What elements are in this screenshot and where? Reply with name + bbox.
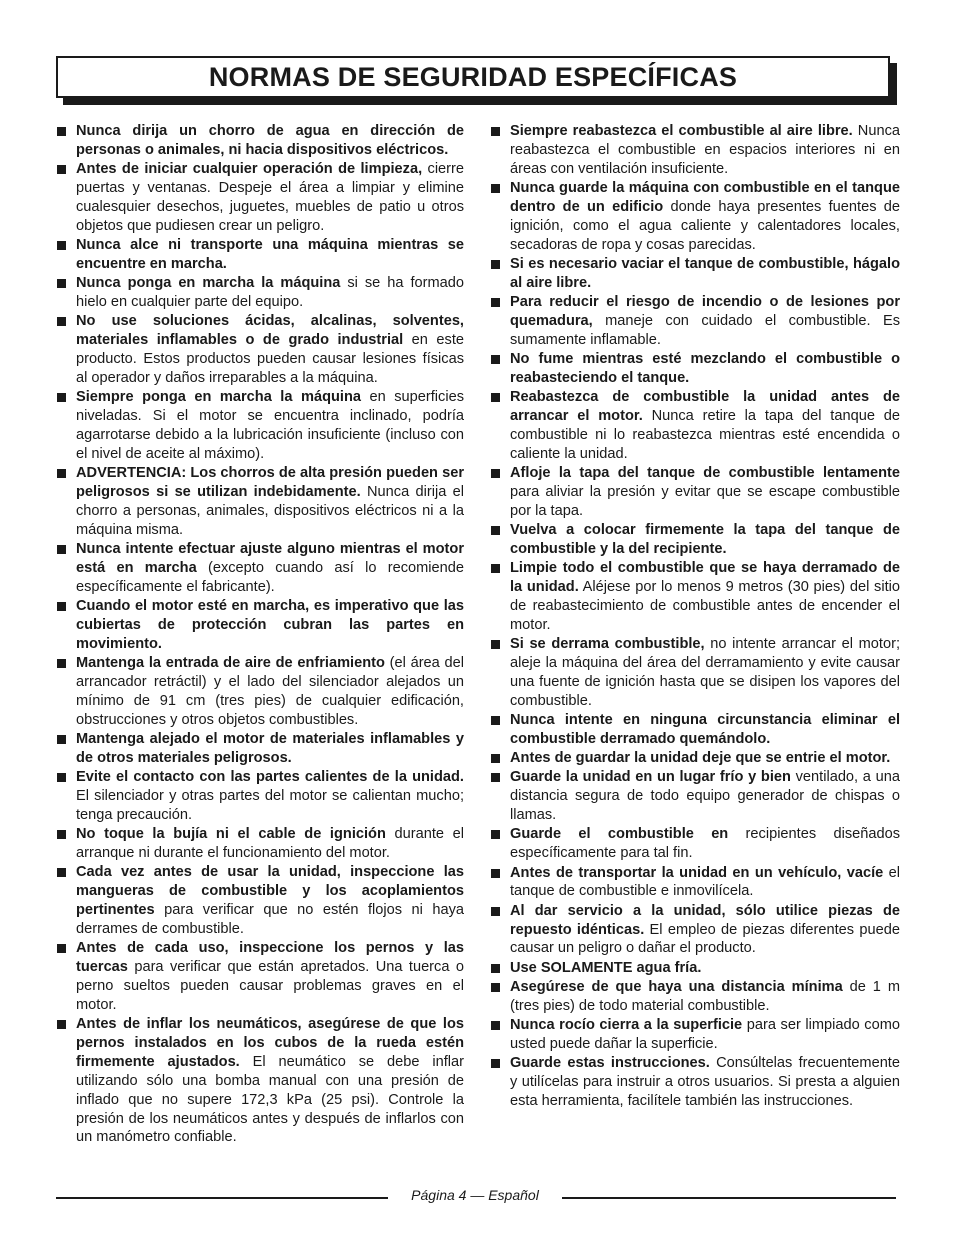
item-bold-text: Si se derrama combustible, bbox=[510, 636, 705, 653]
item-bold-text: Limpie todo el combustible que se haya derramado de la unidad. bbox=[510, 560, 900, 596]
item-text: en superficies niveladas. Si el motor se encuentra inclinado, podría agarrotarse debido a la lubricación insuficiente (incluso con el nivel de aceite al máximo). bbox=[76, 389, 464, 462]
item-bold-text: Antes de inflar los neumáticos, asegúrese de que los pernos instalados en los cubos de la rueda estén firmemente ajustados. bbox=[76, 1016, 464, 1070]
list-item bbox=[490, 388, 900, 464]
item-bold-text: Para reducir el riesgo de incendio o de lesiones por quemadura, bbox=[510, 294, 900, 329]
item-bold-text: Antes de iniciar cualquier operación de limpieza, bbox=[76, 161, 423, 178]
item-text: para aliviar la presión y evitar que se escape combustible por la tapa. bbox=[510, 484, 900, 519]
list-item bbox=[490, 749, 900, 768]
list-item bbox=[490, 350, 900, 388]
footer-rule-right bbox=[562, 1197, 896, 1199]
item-bold-text: Antes de guardar la unidad deje que se entrie el motor. bbox=[510, 750, 891, 767]
list-item bbox=[490, 768, 900, 825]
list-item bbox=[490, 825, 900, 863]
item-bold-text: Antes de transportar la unidad en un vehículo, vacíe bbox=[510, 864, 884, 881]
item-bold-text: Guarde estas instrucciones. bbox=[510, 1055, 710, 1072]
item-text: durante el arranque ni durante el funcionamiento del motor. bbox=[76, 826, 464, 861]
item-bold-text: Evite el contacto con las partes calientes de la unidad. bbox=[76, 769, 464, 786]
item-bold-text: Use SOLAMENTE agua fría. bbox=[510, 959, 702, 976]
item-bold-text: Siempre reabastezca el combustible al aire libre. bbox=[510, 123, 853, 139]
list-item bbox=[490, 978, 900, 1016]
item-bold-text: Asegúrese de que haya una distancia mínima bbox=[510, 978, 843, 995]
list-item bbox=[56, 597, 464, 654]
list-item bbox=[56, 654, 464, 730]
list-item bbox=[56, 122, 464, 160]
item-text: El empleo de piezas diferentes puede causar un peligro o dañar el producto. bbox=[510, 921, 900, 957]
item-text: cierre puertas y ventanas. Despeje el área a limpiar y elimine cualesquier desechos, juguetes, muebles de patio u otros objetos que pudiesen crear un peligro. bbox=[76, 161, 465, 234]
list-item bbox=[490, 1016, 900, 1054]
list-item bbox=[56, 825, 464, 863]
list-item bbox=[490, 521, 900, 559]
list-item bbox=[56, 1015, 464, 1147]
list-item bbox=[56, 768, 464, 825]
right-column bbox=[490, 122, 900, 1111]
list-item bbox=[490, 959, 900, 978]
footer-rule-left bbox=[56, 1197, 388, 1199]
list-item bbox=[56, 236, 464, 274]
item-bold-text: Afloje la tapa del tanque de combustible lentamente bbox=[510, 465, 900, 482]
page-footer: Página 4 — Español bbox=[411, 1187, 539, 1203]
list-item bbox=[56, 730, 464, 768]
item-bold-text: Nunca intente en ninguna circunstancia eliminar el combustible derramado quemándolo. bbox=[510, 712, 900, 747]
item-bold-text: Nunca intente efectuar ajuste alguno mientras el motor está en marcha bbox=[76, 541, 464, 576]
item-bold-text: Siempre ponga en marcha la máquina bbox=[76, 389, 361, 406]
item-bold-text: ADVERTENCIA: Los chorros de alta presión pueden ser peligrosos si se utilizan indebidamente. bbox=[76, 465, 464, 500]
item-text: en este producto. Estos productos pueden causar lesiones físicas al operador y daños irreparables a la máquina. bbox=[76, 332, 464, 386]
item-text: Consúltelas frecuentemente y utilícelas para instruir a otros usuarios. Si presta a alguien esta herramienta, facilítele también las instrucciones. bbox=[510, 1055, 900, 1109]
item-bold-text: Al dar servicio a la unidad, sólo utilice piezas de repuesto idénticas. bbox=[510, 902, 900, 938]
title-banner bbox=[56, 56, 890, 98]
list-item bbox=[490, 559, 900, 635]
item-bold-text: Mantenga la entrada de aire de enfriamiento bbox=[76, 655, 385, 672]
item-text: El neumático se debe inflar utilizando sólo una bomba manual con una presión de inflado que no supere 172,3 kPa (25 psi). Controle la presión de los neumáticos antes y después de inflarlos con un manómetro confiable. bbox=[76, 1053, 465, 1146]
list-item bbox=[56, 939, 464, 1015]
list-item bbox=[490, 464, 900, 521]
item-text: Aléjese por lo menos 9 metros (30 pies) del sitio de reabastecimiento de combustible antes de encender el motor. bbox=[510, 579, 900, 633]
item-bold-text: No toque la bujía ni el cable de ignición bbox=[76, 826, 386, 843]
item-text: (el área del arrancador retráctil) y el lado del silenciador alejados un mínimo de 91 cm (tres pies) de cualquier edificación, obstrucciones y otros objetos combustibles. bbox=[76, 655, 464, 728]
item-bold-text: No fume mientras esté mezclando el combustible o reabasteciendo el tanque. bbox=[510, 351, 900, 386]
item-text: donde haya presentes fuentes de ignición, como el agua caliente y calentadores locales, secadoras de ropa y cosas parecidas. bbox=[510, 198, 900, 253]
item-text: recipientes diseñados específicamente para tal fin. bbox=[510, 826, 900, 862]
item-text: de 1 m (tres pies) de todo material combustible. bbox=[510, 978, 900, 1014]
list-item bbox=[490, 711, 900, 749]
item-text: ventilado, a una distancia segura de todo equipo generador de chispas o llamas. bbox=[510, 769, 900, 824]
item-bold-text: Cada vez antes de usar la unidad, inspeccione las mangueras de combustible y los acoplamientos pertinentes bbox=[76, 864, 464, 919]
list-item bbox=[490, 255, 900, 293]
item-text: Nunca retire la tapa del tanque de combustible ni lo reabastezca mientras esté encendida o caliente la unidad. bbox=[510, 408, 900, 462]
item-bold-text: Cuando el motor esté en marcha, es imperativo que las cubiertas de protección cubran las partes en movimiento. bbox=[76, 598, 464, 652]
item-text: El silenciador y otras partes del motor se calientan mucho; tenga precaución. bbox=[76, 787, 464, 823]
item-text: el tanque de combustible e inmovilícela. bbox=[510, 864, 901, 900]
list-item bbox=[56, 540, 464, 597]
item-bold-text: Mantenga alejado el motor de materiales inflamables y de otros materiales peligrosos. bbox=[76, 730, 464, 766]
item-text: no intente arrancar el motor; aleje la máquina del área del derramamiento y evite causar una fuente de ignición hasta que se disipen los vapores del combustible. bbox=[510, 636, 900, 709]
item-bold-text: Antes de cada uso, inspeccione los pernos y las tuercas bbox=[76, 940, 464, 976]
item-bold-text: Nunca guarde la máquina con combustible en el tanque dentro de un edificio bbox=[510, 180, 900, 215]
item-bold-text: Si es necesario vaciar el tanque de combustible, hágalo al aire libre. bbox=[510, 255, 900, 291]
list-item bbox=[490, 1054, 900, 1111]
item-bold-text: Nunca rocío cierra a la superficie bbox=[510, 1016, 743, 1033]
item-bold-text: Guarde el combustible en bbox=[510, 826, 729, 843]
item-bold-text: Nunca alce ni transporte una máquina mientras se encuentre en marcha. bbox=[76, 237, 464, 272]
list-item bbox=[490, 122, 900, 179]
item-text: Nunca reabastezca el combustible en espacios interiores ni en áreas con ventilación insuficiente. bbox=[510, 123, 900, 177]
list-item bbox=[56, 863, 464, 939]
item-text: (excepto cuando así lo recomiende específicamente el fabricante). bbox=[76, 559, 464, 595]
item-bold-text: Reabastezca de combustible la unidad antes de arrancar el motor. bbox=[510, 389, 900, 425]
list-item bbox=[490, 179, 900, 255]
list-item bbox=[56, 388, 464, 464]
item-bold-text: Guarde la unidad en un lugar frío y bien bbox=[510, 769, 791, 786]
item-text: para verificar que no estén flojos ni haya derrames de combustible. bbox=[76, 902, 464, 937]
list-item bbox=[56, 160, 464, 236]
item-bold-text: Nunca ponga en marcha la máquina bbox=[76, 275, 341, 292]
list-item bbox=[490, 864, 900, 902]
list-item bbox=[490, 293, 900, 350]
item-bold-text: Vuelva a colocar firmemente la tapa del tanque de combustible y la del recipiente. bbox=[510, 522, 900, 558]
list-item bbox=[490, 635, 900, 711]
item-text: maneje con cuidado el combustible. Es sumamente inflamable. bbox=[510, 312, 900, 348]
list-item bbox=[56, 464, 464, 540]
item-text: Nunca dirija el chorro a personas, animales, dispositivos eléctricos ni a la máquina misma. bbox=[76, 484, 464, 538]
item-text: si se ha formado hielo en cualquier parte del equipo. bbox=[76, 275, 464, 311]
left-column bbox=[56, 122, 464, 1148]
item-text: para ser limpiado como usted puede dañar la superficie. bbox=[510, 1016, 900, 1052]
item-bold-text: No use soluciones ácidas, alcalinas, solventes, materiales inflamables o de grado industrial bbox=[76, 313, 464, 349]
list-item bbox=[56, 312, 464, 388]
list-item bbox=[56, 274, 464, 312]
list-item bbox=[490, 902, 900, 959]
item-text: para verificar que están apretados. Una tuerca o perno sueltos pueden causar problemas graves en el motor. bbox=[76, 959, 464, 1013]
item-bold-text: Nunca dirija un chorro de agua en dirección de personas o animales, ni hacia dispositivos eléctricos. bbox=[76, 123, 464, 158]
page-title: NORMAS DE SEGURIDAD ESPECÍFICAS bbox=[208, 62, 738, 92]
